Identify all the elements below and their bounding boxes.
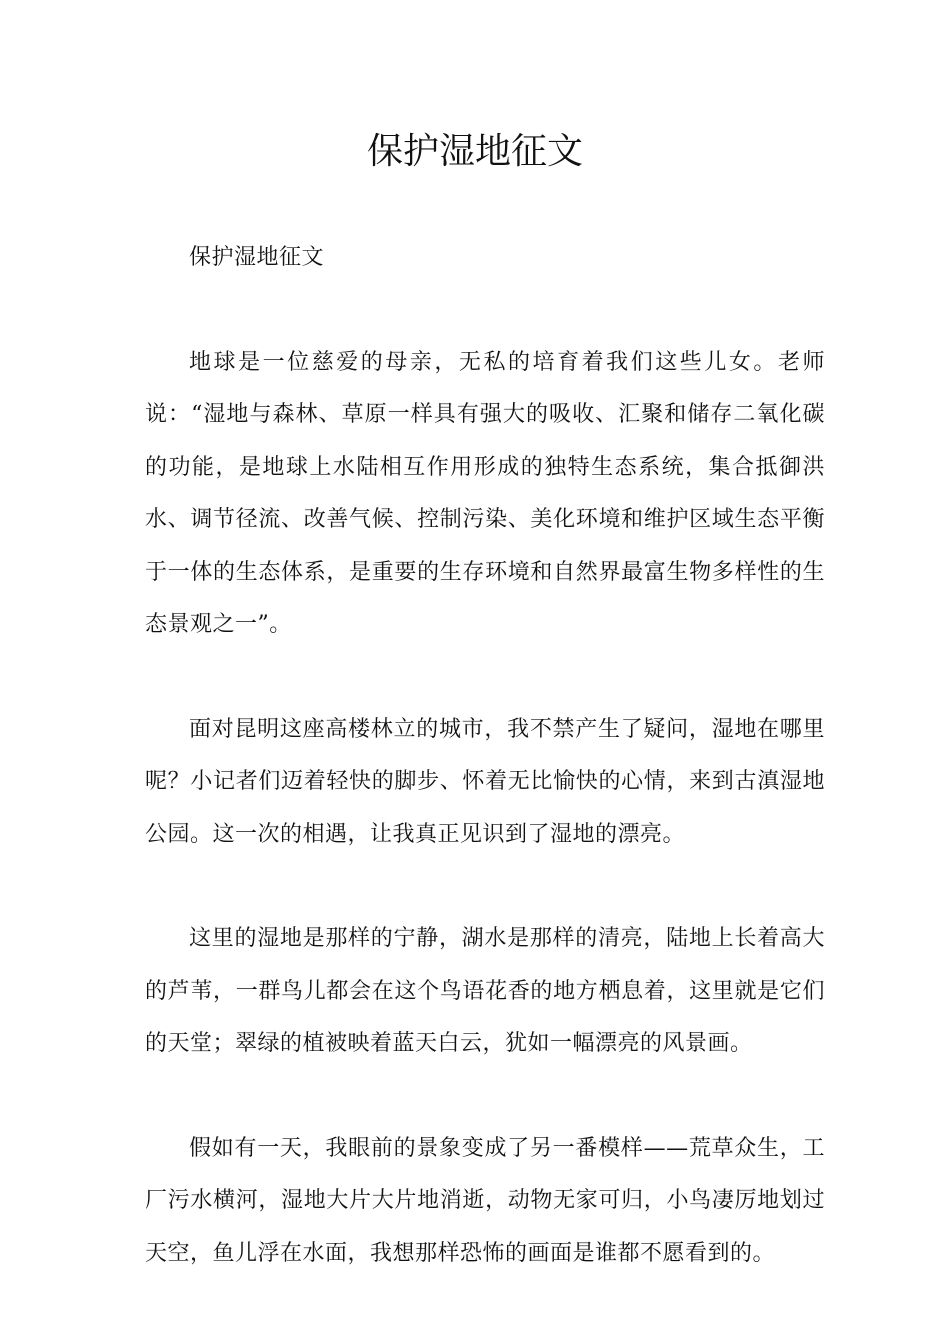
paragraph-1: 地球是一位慈爱的母亲，无私的培育着我们这些儿女。老师说：“湿地与森林、草原一样具有强大的吸收、汇聚和储存二氧化碳的功能，是地球上水陆相互作用形成的独特生态系统，集合抵御洪水、调节径流、改善气候、控制污染、美化环境和维护区域生态平衡于一体的生态体系，是重要的生存环境和自然界最富生物多样性的生态景观之一”。 [145, 349, 825, 637]
paragraph-4: 假如有一天，我眼前的景象变成了另一番模样——荒草众生，工厂污水横河，湿地大片大片地消逝，动物无家可归，小鸟凄厉地划过天空，鱼儿浮在水面，我想那样恐怖的画面是谁都不愿看到的。 [145, 1135, 825, 1266]
document-subtitle: 保护湿地征文 [189, 245, 325, 270]
paragraph-3: 这里的湿地是那样的宁静，湖水是那样的清亮，陆地上长着高大的芦苇，一群鸟儿都会在这个鸟语花香的地方栖息着，这里就是它们的天堂；翠绿的植被映着蓝天白云，犹如一幅漂亮的风景画。 [145, 926, 825, 1056]
document-body [145, 232, 825, 1280]
document-title: 保护湿地征文 [366, 131, 583, 172]
paragraph-2: 面对昆明这座高楼林立的城市，我不禁产生了疑问，湿地在哪里呢？小记者们迈着轻快的脚步、怀着无比愉快的心情，来到古滇湿地公园。这一次的相遇，让我真正见识到了湿地的漂亮。 [145, 716, 825, 847]
